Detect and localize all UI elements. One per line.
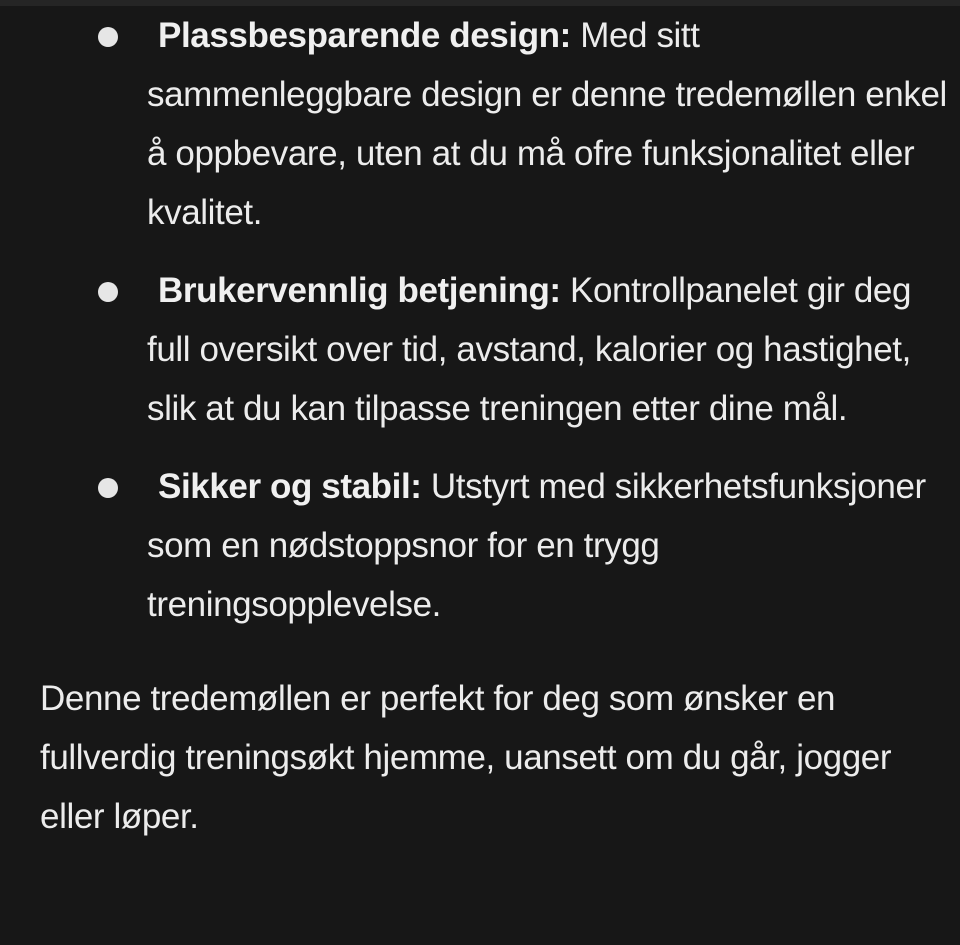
feature-label: Sikker og stabil:	[158, 467, 431, 506]
feature-description: Kontrollpanelet gir deg full oversikt over tid, avstand, kalorier og hastighet, slik at du kan tilpasse treningen etter dine mål.	[147, 271, 912, 428]
feature-item-user-friendly	[0, 261, 960, 438]
bullet-icon	[98, 478, 118, 498]
feature-item-safe-stable	[0, 457, 960, 634]
feature-label: Plassbesparende design:	[158, 16, 581, 55]
bullet-icon	[98, 27, 118, 47]
summary-paragraph: Denne tredemøllen er perfekt for deg som ønsker en fullverdig treningsøkt hjemme, uansett om du går, jogger eller løper.	[40, 679, 892, 836]
feature-description: Utstyrt med sikkerhetsfunksjoner som en nødstoppsnor for en trygg treningsopplevelse.	[147, 467, 926, 624]
bullet-icon	[98, 282, 118, 302]
feature-label: Brukervennlig betjening:	[158, 271, 570, 310]
feature-item-space-saving	[0, 6, 960, 242]
feature-description: Med sitt sammenleggbare design er denne tredemøllen enkel å oppbevare, uten at du må ofre funksjonalitet eller kvalitet.	[147, 16, 947, 232]
feature-list	[0, 6, 960, 634]
message-content	[0, 6, 960, 846]
